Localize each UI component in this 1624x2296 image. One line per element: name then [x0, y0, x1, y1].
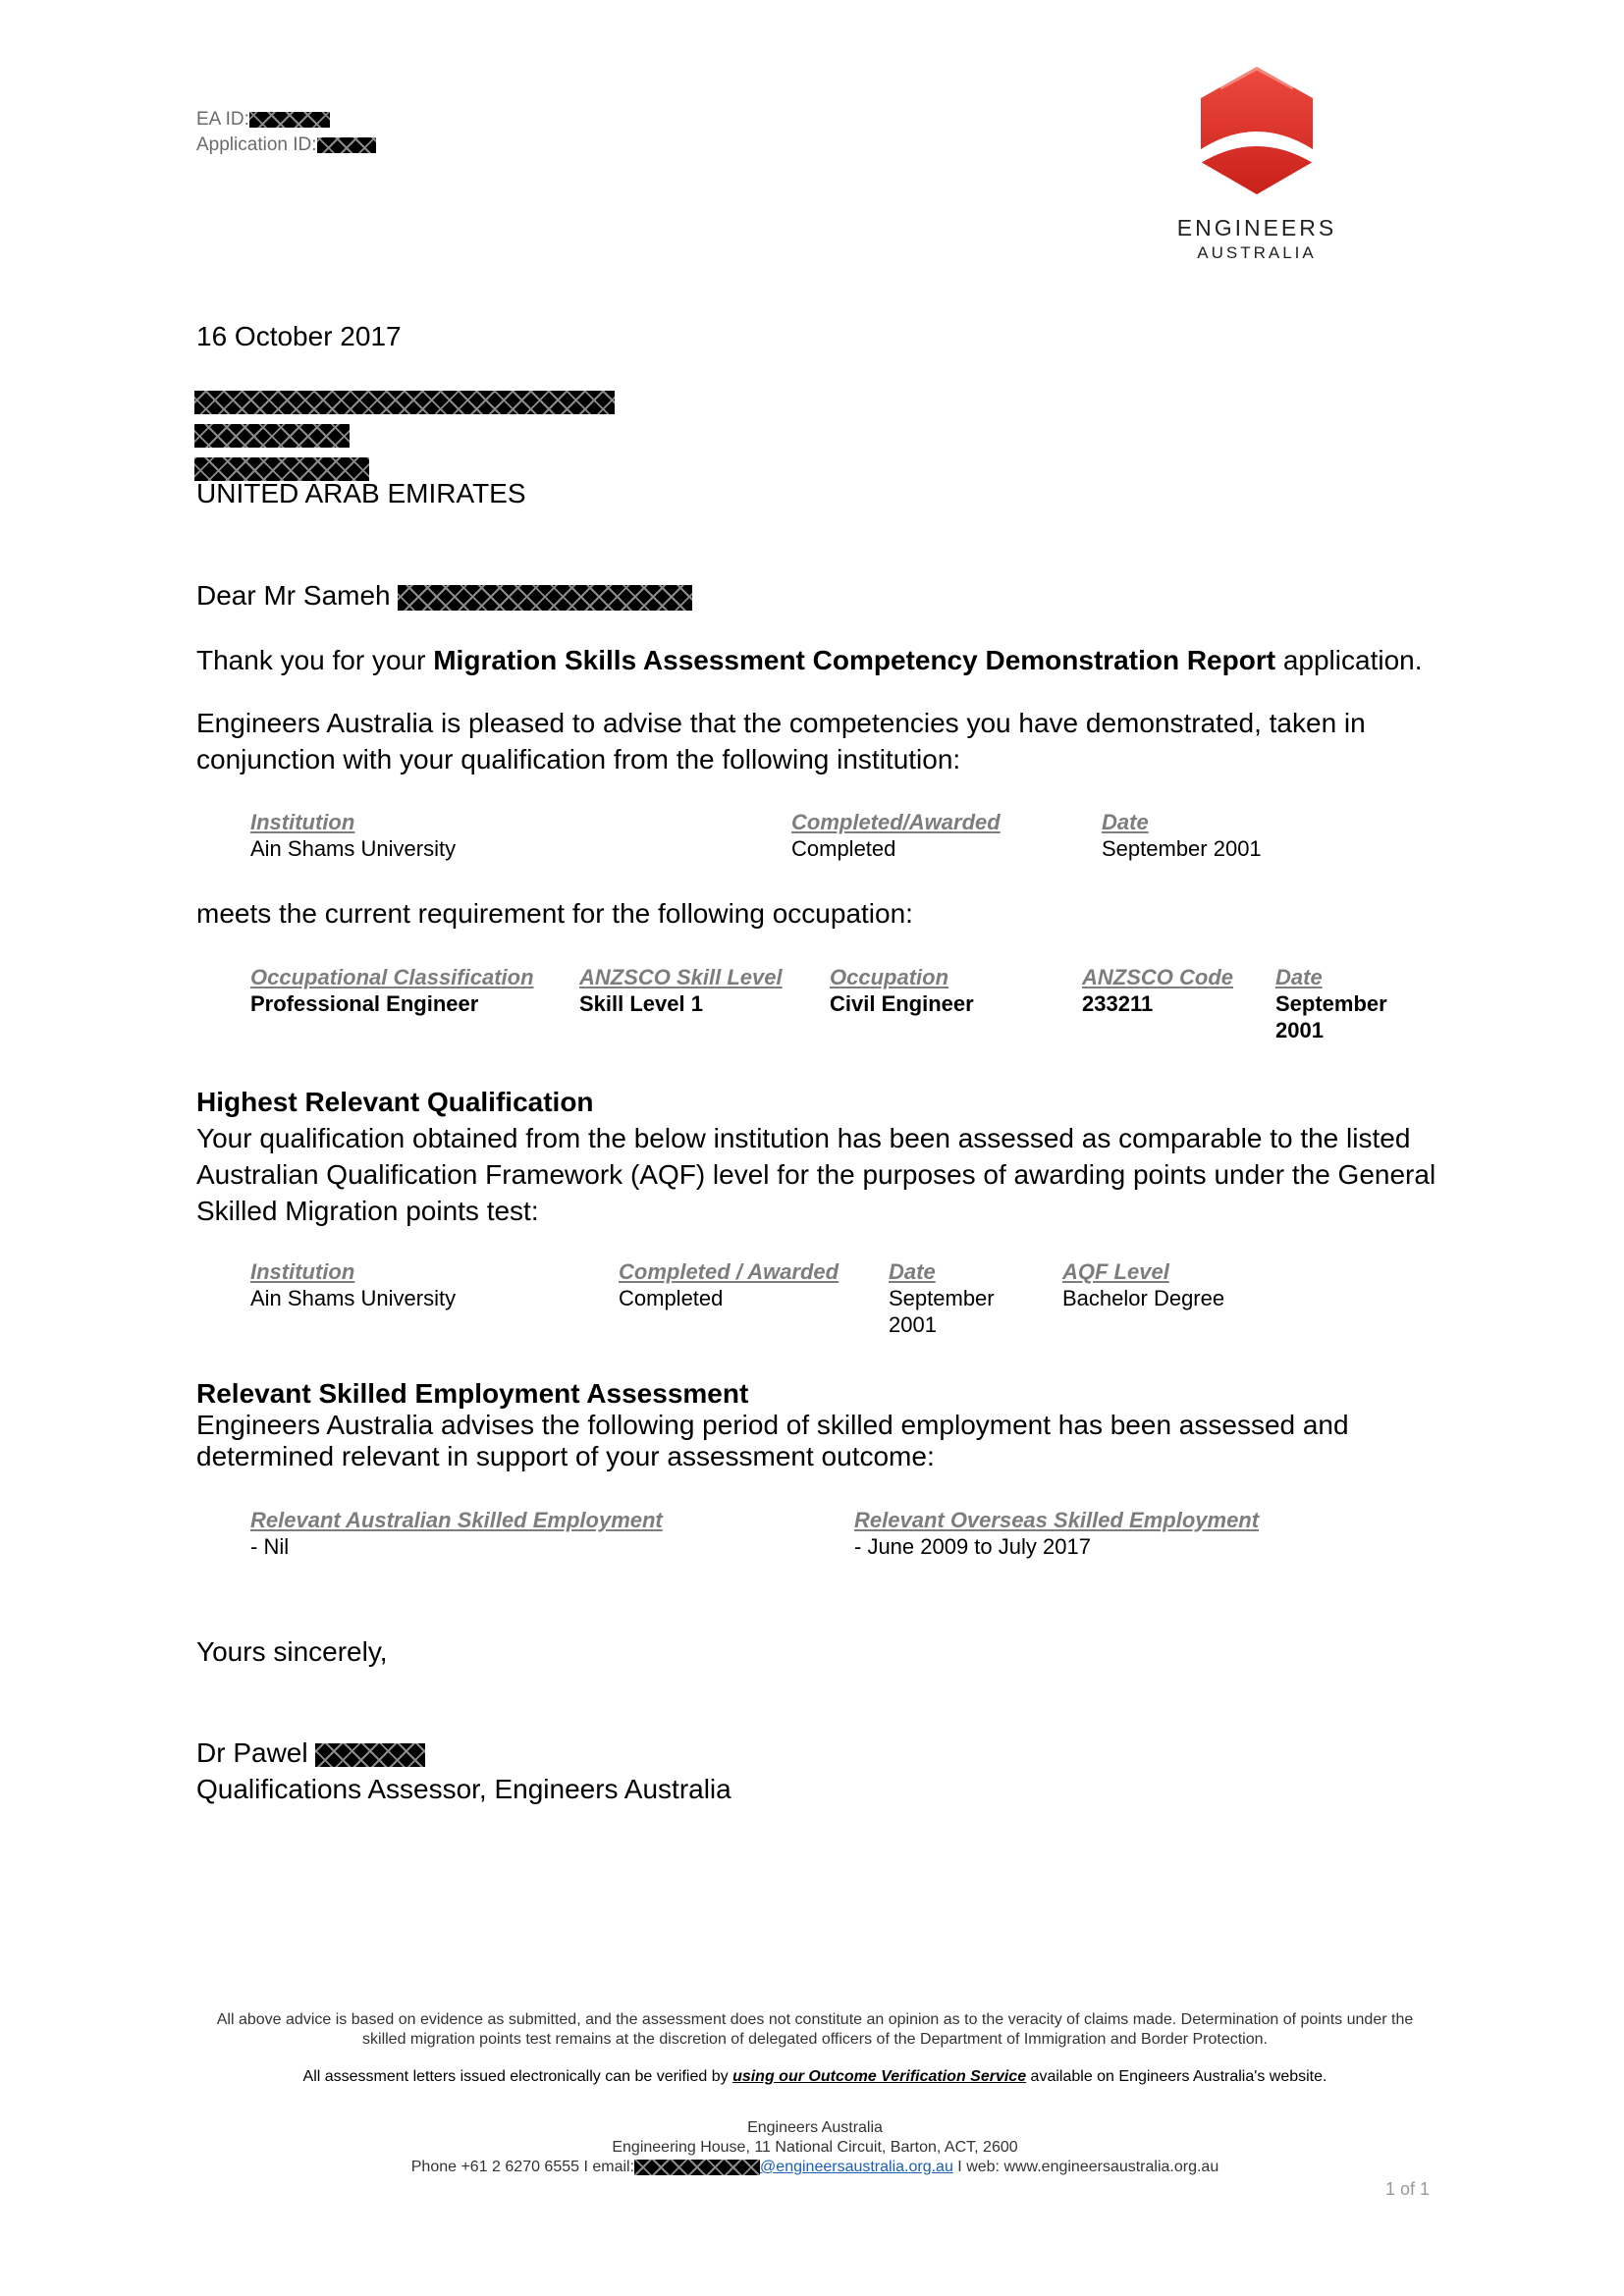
table-header: Relevant Overseas Skilled Employment — [854, 1508, 1260, 1532]
hexagon-logo-icon — [1191, 59, 1323, 208]
table-header: ANZSCO Code — [1082, 965, 1233, 989]
ea-id-line — [196, 106, 330, 133]
footer-web: I web: www.engineersaustralia.org.au — [952, 2159, 1219, 2175]
signatory — [196, 1735, 425, 1771]
occupational-classification: Professional Engineer — [250, 991, 479, 1016]
table-header: Institution — [250, 810, 355, 834]
anzsco-code: 233211 — [1082, 991, 1154, 1016]
table-cell: Bachelor Degree — [1062, 1286, 1225, 1310]
table-cell: - Nil — [250, 1534, 290, 1559]
application-id-label: Application ID: — [196, 134, 317, 155]
occupation-lead: meets the current requirement for the following occupation: — [196, 898, 913, 929]
employment-heading: Relevant Skilled Employment Assessment — [196, 1378, 749, 1409]
table-header: ANZSCO Skill Level — [579, 965, 783, 989]
table-header: Completed / Awarded — [619, 1259, 839, 1284]
footer-org-address: Engineering House, 11 National Circuit, Barton, ACT, 2600 — [612, 2139, 1018, 2156]
table-header: Occupation — [830, 965, 949, 989]
table-cell: Ain Shams University — [250, 1286, 457, 1310]
engineers-australia-logo — [1139, 59, 1375, 263]
logo-line-1: ENGINEERS — [1176, 215, 1337, 240]
advise-paragraph: Engineers Australia is pleased to advise that the competencies you have demonstrated, taken in conjunction with your qualification from the following institution: — [196, 708, 1366, 774]
verify-suffix: available on Engineers Australia's website. — [1026, 2068, 1327, 2085]
occupation: Civil Engineer — [830, 991, 974, 1016]
verify-prefix: All assessment letters issued electronically can be verified by — [302, 2068, 733, 2085]
footer-verify — [196, 2067, 1434, 2087]
footer-contact — [196, 2158, 1434, 2177]
page-number: 1 of 1 — [1384, 2179, 1430, 2199]
application-type: Migration Skills Assessment Competency Demonstration Report — [433, 645, 1276, 675]
address-block — [194, 391, 615, 481]
verification-service-link[interactable]: using our Outcome Verification Service — [732, 2068, 1027, 2085]
table-cell: Completed — [619, 1286, 724, 1310]
table-header: Occupational Classification — [250, 965, 534, 989]
table-header: Institution — [250, 1259, 355, 1284]
redaction-block — [194, 391, 615, 414]
redaction-block — [634, 2160, 760, 2175]
footer-disclaimer: All above advice is based on evidence as submitted, and the assessment does not constitute an opinion as to the veracity of claims made. Determination of points under the skilled migration points test remains at the discretion of delegated officers of the Department of Immigration and Border Protection. — [216, 2011, 1414, 2048]
intro-paragraph — [196, 642, 1423, 678]
salutation-text: Dear Mr Sameh — [196, 580, 391, 611]
valediction: Yours sincerely, — [196, 1636, 388, 1667]
intro-suffix: application. — [1275, 645, 1423, 675]
signatory-name: Dr Pawel — [196, 1737, 308, 1768]
table-cell: - June 2009 to July 2017 — [854, 1534, 1091, 1559]
table-header: Relevant Australian Skilled Employment — [250, 1508, 663, 1532]
footer-email-link[interactable]: @engineersaustralia.org.au — [760, 2159, 953, 2175]
redaction-block — [194, 424, 350, 448]
table-cell: Completed — [791, 836, 896, 861]
table-header: Completed/Awarded — [791, 810, 1001, 834]
table-header: AQF Level — [1062, 1259, 1169, 1284]
employment-paragraph: Engineers Australia advises the following period of skilled employment has been assessed and determined relevant in support of your assessment outcome: — [196, 1410, 1349, 1471]
redaction-block — [317, 137, 376, 153]
footer-phone: Phone +61 2 6270 6555 I email: — [410, 2159, 635, 2175]
occupation-table — [250, 964, 1429, 1042]
table-cell: September 2001 — [1102, 836, 1262, 861]
intro-prefix: Thank you for your — [196, 645, 434, 675]
table-cell: September 2001 — [889, 1286, 995, 1337]
qualification-paragraph: Your qualification obtained from the below institution has been assessed as comparable to the listed Australian Qualification Framework (AQF) level for the purposes of awarding points under the General Skilled Migration points test: — [196, 1123, 1436, 1226]
ea-id-label: EA ID: — [196, 109, 249, 130]
redaction-block — [315, 1743, 425, 1767]
qualification-table — [250, 1258, 1429, 1337]
institution-table — [250, 809, 1429, 868]
salutation — [196, 577, 692, 614]
redaction-block — [249, 112, 330, 128]
footer-org-name: Engineers Australia — [747, 2119, 883, 2136]
table-header: Date — [1275, 965, 1323, 989]
logo-line-2: AUSTRALIA — [1197, 243, 1317, 262]
table-header: Date — [889, 1259, 936, 1284]
redaction-block — [398, 585, 692, 611]
occupation-date: September 2001 — [1275, 991, 1387, 1042]
skill-level: Skill Level 1 — [579, 991, 703, 1016]
letter-date: 16 October 2017 — [196, 321, 402, 351]
address-country: UNITED ARAB EMIRATES — [196, 478, 526, 508]
table-header: Date — [1102, 810, 1149, 834]
table-cell: Ain Shams University — [250, 836, 457, 861]
qualification-heading: Highest Relevant Qualification — [196, 1087, 594, 1117]
signatory-title: Qualifications Assessor, Engineers Australia — [196, 1774, 731, 1804]
application-id-line — [196, 132, 376, 158]
employment-table — [250, 1507, 1429, 1566]
